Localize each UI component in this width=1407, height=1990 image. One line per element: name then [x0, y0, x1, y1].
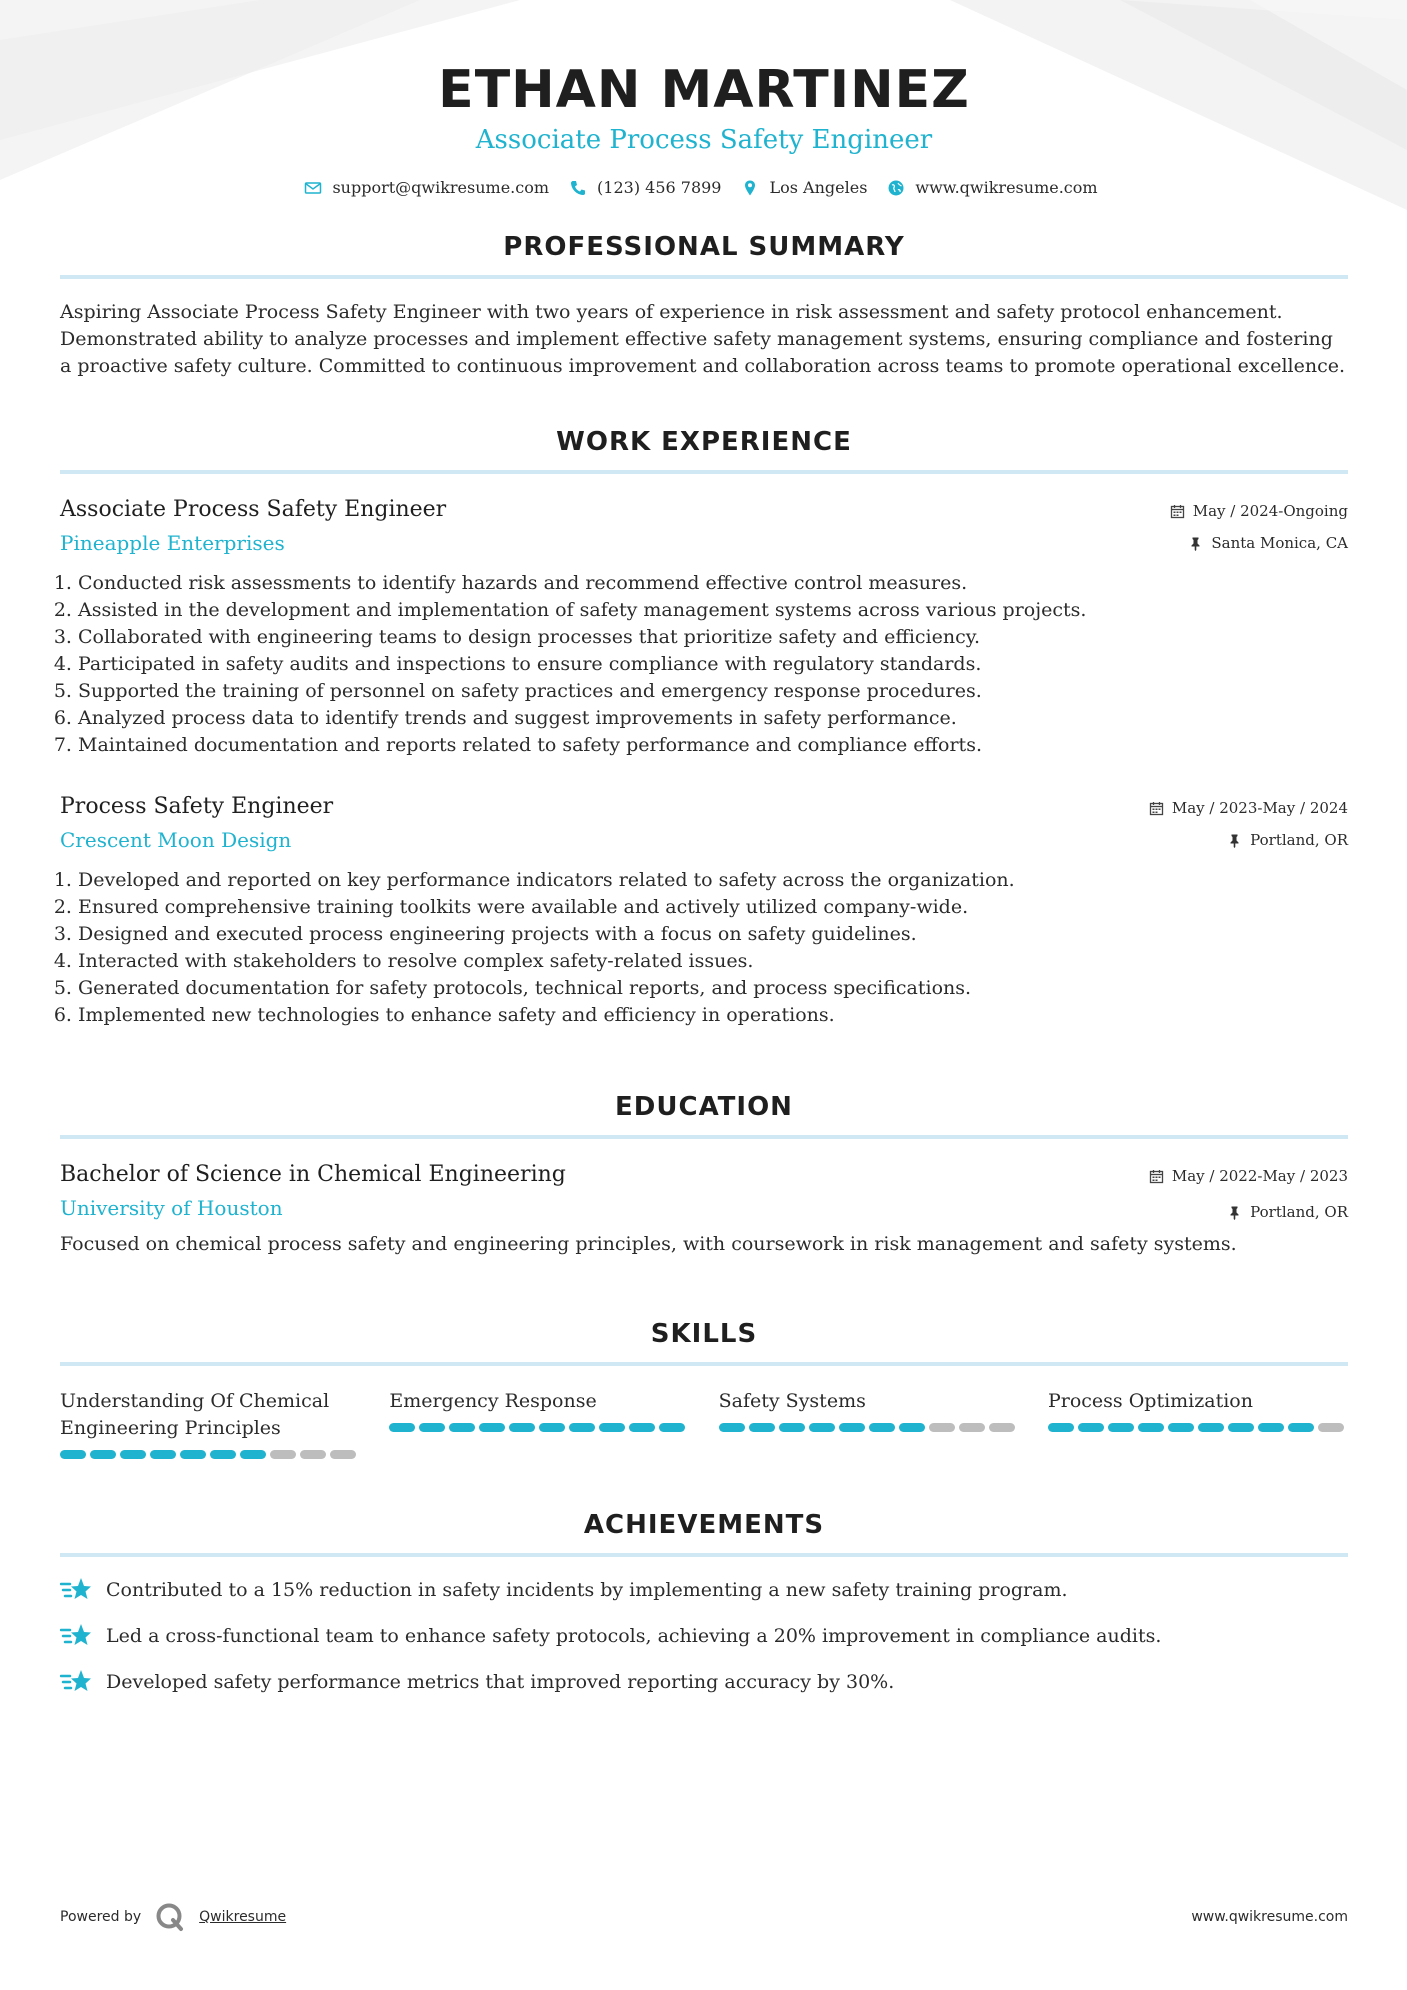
job-dates: May / 2024-Ongoing	[1192, 502, 1348, 520]
skill-segment-filled	[90, 1450, 116, 1459]
section-divider	[60, 1135, 1348, 1139]
summary-heading: PROFESSIONAL SUMMARY	[503, 232, 905, 262]
skill-name: Process Optimization	[1047, 1390, 1253, 1412]
skill-level-bar	[719, 1423, 1019, 1432]
resume-header	[60, 0, 1348, 197]
job-dates: May / 2023-May / 2024	[1171, 799, 1348, 817]
contact-phone[interactable]	[569, 178, 721, 197]
footer-website[interactable]: www.qwikresume.com	[1191, 1909, 1348, 1925]
pushpin-icon	[1188, 536, 1203, 551]
skill-item	[1048, 1388, 1348, 1459]
phone-icon	[569, 179, 587, 197]
job-company: Pineapple Enterprises	[60, 531, 285, 555]
education-entry	[60, 1161, 1348, 1258]
skill-segment-filled	[1168, 1423, 1194, 1432]
list-item	[60, 1667, 1348, 1697]
job-entry	[60, 496, 1348, 759]
skill-segment-filled	[120, 1450, 146, 1459]
candidate-title: Associate Process Safety Engineer	[475, 125, 933, 155]
skill-segment-filled	[809, 1423, 835, 1432]
skill-segment-filled	[1228, 1423, 1254, 1432]
section-divider	[60, 275, 1348, 279]
skill-segment-filled	[389, 1423, 415, 1432]
list-item: 1. Developed and reported on key performance indicators related to safety across the organization.	[78, 867, 1348, 894]
skill-segment-filled	[599, 1423, 625, 1432]
contact-location	[741, 178, 867, 197]
skill-segment-filled	[1258, 1423, 1284, 1432]
skill-segment-filled	[659, 1423, 685, 1432]
skill-segment-filled	[449, 1423, 475, 1432]
powered-by	[60, 1902, 286, 1932]
education-section	[60, 1091, 1348, 1258]
contact-phone-text: (123) 456 7899	[597, 178, 722, 197]
skill-segment-filled	[779, 1423, 805, 1432]
education-description: Focused on chemical process safety and engineering principles, with coursework in risk management and safety systems.	[60, 1233, 1237, 1255]
contact-bar	[60, 178, 1348, 197]
skill-segment-filled	[419, 1423, 445, 1432]
globe-icon	[887, 179, 905, 197]
skill-segment-filled	[509, 1423, 535, 1432]
job-bullets	[60, 570, 1348, 759]
skill-segment-empty	[929, 1423, 955, 1432]
skills-section	[60, 1318, 1348, 1459]
pushpin-icon	[1227, 833, 1242, 848]
list-item: 3. Designed and executed process engineering projects with a focus on safety guidelines.	[78, 921, 1348, 948]
skill-segment-filled	[210, 1450, 236, 1459]
achievement-text: Contributed to a 15% reduction in safety incidents by implementing a new safety training program.	[106, 1578, 1068, 1601]
skill-item	[719, 1388, 1019, 1459]
skill-segment-filled	[240, 1450, 266, 1459]
section-divider	[60, 470, 1348, 474]
skill-segment-filled	[1048, 1423, 1074, 1432]
skill-segment-filled	[899, 1423, 925, 1432]
skill-segment-empty	[300, 1450, 326, 1459]
skill-segment-filled	[1108, 1423, 1134, 1432]
skill-segment-empty	[330, 1450, 356, 1459]
list-item: 4. Interacted with stakeholders to resolve complex safety-related issues.	[78, 948, 1348, 975]
pushpin-icon	[1227, 1205, 1242, 1220]
skill-segment-filled	[839, 1423, 865, 1432]
skill-segment-filled	[539, 1423, 565, 1432]
job-bullets	[60, 867, 1348, 1029]
skill-segment-filled	[569, 1423, 595, 1432]
list-item: 1. Conducted risk assessments to identify hazards and recommend effective control measures.	[78, 570, 1348, 597]
envelope-icon	[304, 179, 322, 197]
resume-page	[60, 0, 1348, 1713]
achievements-section	[60, 1509, 1348, 1697]
skill-segment-filled	[180, 1450, 206, 1459]
skill-segment-filled	[150, 1450, 176, 1459]
skill-level-bar	[60, 1450, 360, 1459]
job-entry	[60, 793, 1348, 1029]
candidate-name: ETHAN MARTINEZ	[438, 60, 970, 120]
list-item: 5. Supported the training of personnel on safety practices and emergency response procedures.	[78, 678, 1348, 705]
list-item: 2. Ensured comprehensive training toolkits were available and actively utilized company-wide.	[78, 894, 1348, 921]
skill-segment-filled	[1288, 1423, 1314, 1432]
list-item: 2. Assisted in the development and implementation of safety management systems across various projects.	[78, 597, 1348, 624]
achievement-text: Developed safety performance metrics that improved reporting accuracy by 30%.	[106, 1670, 895, 1693]
education-heading: EDUCATION	[615, 1092, 793, 1122]
skill-segment-filled	[749, 1423, 775, 1432]
shooting-star-icon	[60, 1575, 92, 1605]
powered-by-label: Powered by	[60, 1909, 142, 1925]
skill-name: Safety Systems	[718, 1390, 866, 1412]
job-location: Portland, OR	[1250, 831, 1348, 849]
skill-segment-filled	[1198, 1423, 1224, 1432]
list-item	[60, 1621, 1348, 1651]
job-title: Process Safety Engineer	[60, 794, 334, 819]
skill-segment-filled	[60, 1450, 86, 1459]
shooting-star-icon	[60, 1667, 92, 1697]
contact-email-text: support@qwikresume.com	[332, 178, 550, 197]
education-location: Portland, OR	[1250, 1203, 1348, 1221]
calendar-icon	[1149, 1169, 1164, 1184]
skill-segment-filled	[719, 1423, 745, 1432]
shooting-star-icon	[60, 1621, 92, 1651]
map-pin-icon	[741, 179, 759, 197]
summary-section	[60, 231, 1348, 380]
job-title: Associate Process Safety Engineer	[60, 497, 447, 522]
achievements-list	[60, 1575, 1348, 1697]
list-item: 5. Generated documentation for safety protocols, technical reports, and process specifications.	[78, 975, 1348, 1002]
qwikresume-logo-icon	[155, 1902, 185, 1932]
education-dates: May / 2022-May / 2023	[1171, 1167, 1348, 1185]
contact-website-text: www.qwikresume.com	[915, 178, 1098, 197]
skill-segment-filled	[1078, 1423, 1104, 1432]
list-item: 6. Analyzed process data to identify trends and suggest improvements in safety performance.	[78, 705, 1348, 732]
calendar-icon	[1170, 504, 1185, 519]
skill-segment-empty	[270, 1450, 296, 1459]
list-item: 3. Collaborated with engineering teams to design processes that prioritize safety and efficiency.	[78, 624, 1348, 651]
section-divider	[60, 1553, 1348, 1557]
list-item	[60, 1575, 1348, 1605]
calendar-icon	[1149, 801, 1164, 816]
skill-item	[389, 1388, 689, 1459]
list-item: 7. Maintained documentation and reports related to safety performance and compliance efforts.	[78, 732, 1348, 759]
list-item: 4. Participated in safety audits and inspections to ensure compliance with regulatory standards.	[78, 651, 1348, 678]
summary-text: Aspiring Associate Process Safety Engineer with two years of experience in risk assessment and safety protocol enhancement. Demonstrated ability to analyze processes and implement effective safety management systems, ensuring compliance and fostering a proactive safety culture. Committed to continuous improvement and collaboration across teams to promote operational excellence.	[60, 301, 1346, 377]
skill-name: Understanding Of Chemical Engineering Principles	[60, 1390, 330, 1439]
skill-segment-empty	[989, 1423, 1015, 1432]
page-footer	[60, 1902, 1348, 1932]
skill-segment-empty	[959, 1423, 985, 1432]
list-item: 6. Implemented new technologies to enhance safety and efficiency in operations.	[78, 1002, 1348, 1029]
contact-email[interactable]	[304, 178, 549, 197]
skill-name: Emergency Response	[389, 1390, 597, 1412]
contact-website[interactable]	[887, 178, 1097, 197]
skill-segment-filled	[869, 1423, 895, 1432]
skill-level-bar	[389, 1423, 689, 1432]
section-divider	[60, 1362, 1348, 1366]
job-location: Santa Monica, CA	[1211, 534, 1348, 552]
achievements-heading: ACHIEVEMENTS	[583, 1510, 825, 1540]
skills-grid	[60, 1388, 1348, 1459]
skill-segment-filled	[629, 1423, 655, 1432]
skills-heading: SKILLS	[650, 1319, 758, 1349]
qwikresume-link[interactable]: Qwikresume	[199, 1909, 287, 1925]
skill-segment-empty	[1318, 1423, 1344, 1432]
skill-item	[60, 1388, 360, 1459]
degree-title: Bachelor of Science in Chemical Engineering	[60, 1162, 566, 1187]
school-name: University of Houston	[60, 1196, 283, 1220]
job-company: Crescent Moon Design	[60, 828, 292, 852]
skill-segment-filled	[479, 1423, 505, 1432]
contact-location-text: Los Angeles	[769, 178, 868, 197]
skill-level-bar	[1048, 1423, 1348, 1432]
skill-segment-filled	[1138, 1423, 1164, 1432]
experience-section	[60, 426, 1348, 1029]
achievement-text: Led a cross-functional team to enhance safety protocols, achieving a 20% improvement in compliance audits.	[106, 1624, 1162, 1647]
experience-heading: WORK EXPERIENCE	[556, 427, 852, 457]
